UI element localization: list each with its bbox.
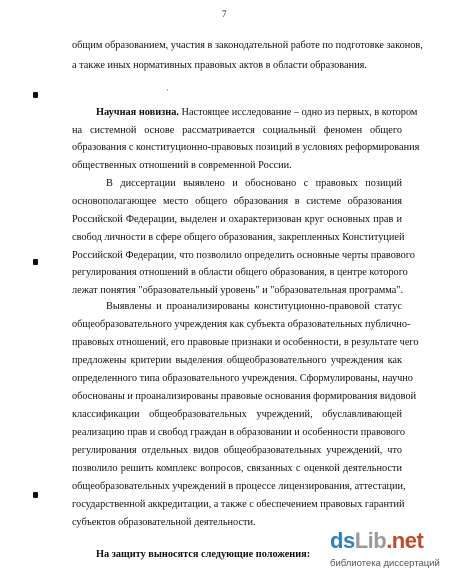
margin-mark xyxy=(33,259,38,265)
text-line: основополагающее место общего образования в системе образования xyxy=(72,196,402,207)
text-line: а также иных нормативных правовых актов в области образования. xyxy=(72,60,367,71)
text-line: обоснованы и проанализированы правовые основания формирования видовой xyxy=(72,391,417,402)
text-line: В диссертации выявлено и обосновано с правовых позиций xyxy=(106,178,402,189)
page-number: 7 xyxy=(222,9,227,19)
text-line: Выявлены и проанализированы конституционно-правовой статус xyxy=(106,301,402,312)
text-line: лежат понятия "образовательный уровень" и "образовательная программа". xyxy=(72,285,404,296)
text-line: общим образованием, участия в законодательной работе по подготовке законов, xyxy=(72,40,423,51)
text-span: Настоящее исследование – одно из первых, в котором xyxy=(178,107,418,118)
text-line: общеобразовательного учреждения как субъекта образовательных публично- xyxy=(72,319,411,330)
text-line: реализацию прав и свобод граждан в образовании и особенности правового xyxy=(72,427,405,438)
text-line: регулирования отношений в области общего образования, в центре которого xyxy=(72,267,408,278)
text-line: субъектов образовательной деятельности. xyxy=(72,517,256,528)
section-heading: Научная новизна. xyxy=(96,107,179,118)
text-line: определенного типа образовательного учреждения. Сформулированы, научно xyxy=(72,373,413,384)
text-line: регулирования отдельных видов общеобразовательных учреждений, что xyxy=(72,445,402,456)
text-line: общественных отношений в современной России. xyxy=(72,160,292,171)
logo-part: .net xyxy=(386,528,424,553)
text-line: классификации общеобразовательных учреждений, обуславливающей xyxy=(72,409,402,420)
text-line: Российской Федерации, выделен и охарактеризован круг основных прав и xyxy=(72,214,402,225)
watermark-subtitle: библиотека диссертаций xyxy=(330,558,440,569)
margin-mark xyxy=(33,492,38,498)
text-line: на системной основе рассматривается социальный феномен общего xyxy=(72,125,402,136)
text-line: Российской Федерации, что позволило определить основные черты правового xyxy=(72,250,415,261)
text-line: государственной аккредитации, а также с обеспечением правовых гарантий xyxy=(72,499,405,510)
logo-part: ds xyxy=(330,528,355,553)
logo-part: Lib xyxy=(354,528,387,553)
text-line: общеобразовательных учреждений в процессе лицензирования, аттестации, xyxy=(72,481,406,492)
paragraph-first-line xyxy=(96,106,418,119)
text-line: образования с конституционно-правовых позиций в условиях реформирования xyxy=(72,142,420,153)
text-line: позволило решить комплекс вопросов, связанных с оценкой деятельности xyxy=(72,463,402,474)
margin-mark xyxy=(33,92,38,98)
text-line: предложены критерии выделения общеобразовательного учреждения как xyxy=(72,355,402,366)
stray-dot: · xyxy=(166,86,169,95)
text-line: правовых отношений, его правовые признаки и особенности, в результате чего xyxy=(72,337,419,348)
watermark-logo[interactable] xyxy=(330,528,423,554)
section-heading: На защиту выносятся следующие положения: xyxy=(96,549,311,560)
text-line: свобод личности в сфере общего образования, закрепленных Конституцией xyxy=(72,232,405,243)
